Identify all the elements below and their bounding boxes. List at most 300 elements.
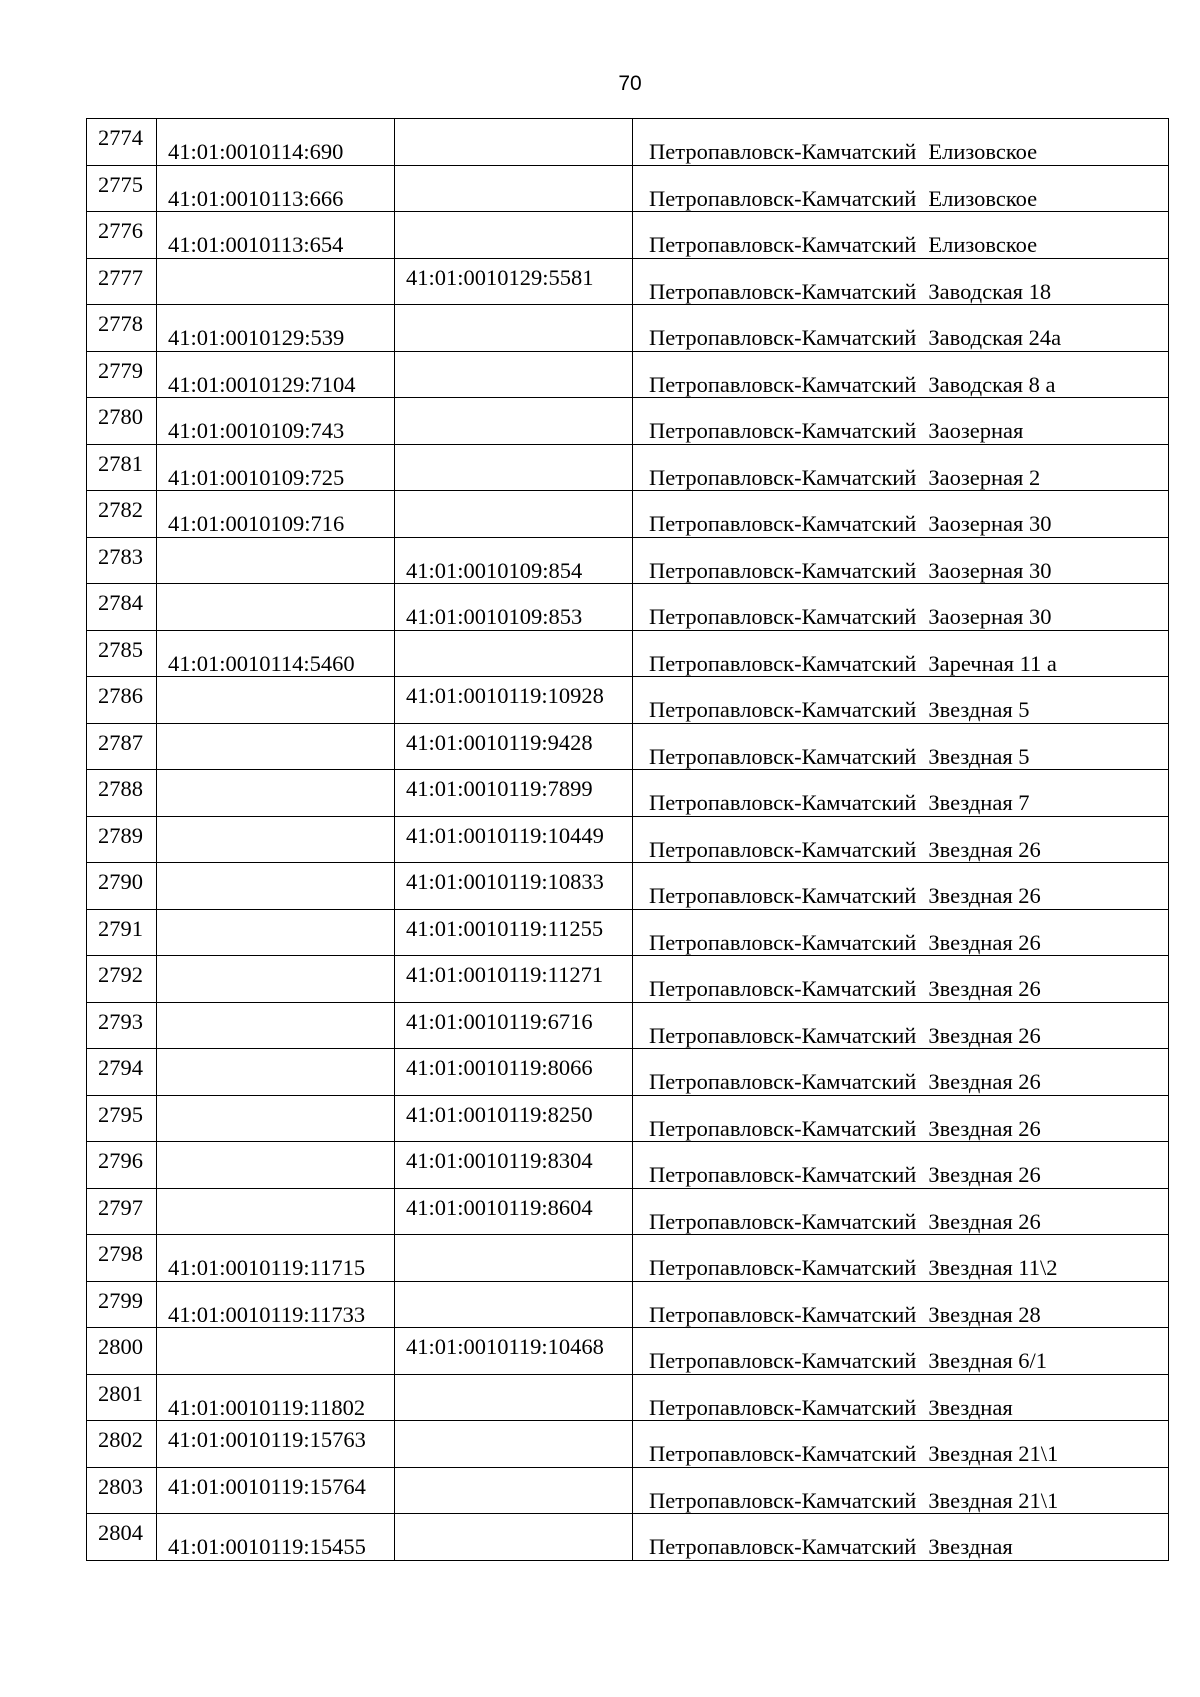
registry-table bbox=[86, 118, 1169, 1561]
row-number-cell bbox=[87, 258, 157, 305]
row-number-cell bbox=[87, 1421, 157, 1468]
cadastral-number-a-cell bbox=[157, 909, 395, 956]
cadastral-number-a-cell bbox=[157, 677, 395, 724]
row-number: 2797 bbox=[98, 1194, 143, 1220]
row-number: 2790 bbox=[98, 869, 143, 894]
address-city: Петропавловск-Камчатский bbox=[649, 1208, 917, 1234]
address-street: Заводская 24а bbox=[928, 325, 1062, 350]
row-number: 2787 bbox=[98, 729, 143, 755]
cadastral-number-b-cell bbox=[395, 491, 633, 538]
cadastral-number-a-cell bbox=[157, 770, 395, 817]
row-number: 2784 bbox=[98, 590, 143, 615]
address-city: Петропавловск-Камчатский bbox=[649, 278, 917, 304]
address-text bbox=[649, 1350, 1047, 1373]
cadastral-number-a-cell bbox=[157, 1467, 395, 1514]
address-text bbox=[649, 1394, 1013, 1420]
row-number: 2789 bbox=[98, 822, 143, 848]
row-number: 2780 bbox=[98, 404, 143, 429]
address-street: Елизовское bbox=[928, 232, 1038, 257]
row-number-cell bbox=[87, 584, 157, 631]
address-cell bbox=[633, 1281, 1169, 1328]
address-cell bbox=[633, 398, 1169, 445]
table-row bbox=[87, 909, 1169, 956]
address-cell bbox=[633, 1421, 1169, 1468]
table-row bbox=[87, 165, 1169, 212]
cadastral-number-a-cell bbox=[157, 1328, 395, 1375]
table-row bbox=[87, 956, 1169, 1003]
address-street: Заозерная 30 bbox=[928, 511, 1052, 536]
cadastral-number-a: 41:01:0010109:743 bbox=[168, 418, 345, 443]
table-row bbox=[87, 1095, 1169, 1142]
address-cell bbox=[633, 1328, 1169, 1375]
cadastral-number-b: 41:01:0010119:6716 bbox=[406, 1008, 593, 1034]
address-street: Звездная 6/1 bbox=[928, 1348, 1048, 1373]
address-text bbox=[649, 278, 1052, 304]
row-number-cell bbox=[87, 677, 157, 724]
address-city: Петропавловск-Камчатский bbox=[649, 604, 917, 629]
table-row bbox=[87, 119, 1169, 166]
row-number-cell bbox=[87, 1514, 157, 1561]
address-text bbox=[649, 1301, 1041, 1327]
cadastral-number-b-cell bbox=[395, 119, 633, 166]
address-text bbox=[649, 464, 1041, 490]
table-row bbox=[87, 1235, 1169, 1282]
address-street: Заозерная 2 bbox=[928, 464, 1041, 490]
cadastral-number-b: 41:01:0010119:10449 bbox=[406, 822, 604, 848]
cadastral-number-b-cell bbox=[395, 351, 633, 398]
address-cell bbox=[633, 1235, 1169, 1282]
address-text bbox=[649, 606, 1051, 629]
address-text bbox=[649, 929, 1041, 955]
address-cell bbox=[633, 909, 1169, 956]
cadastral-number-b-cell bbox=[395, 537, 633, 584]
cadastral-number-a-cell bbox=[157, 1374, 395, 1421]
cadastral-number-b: 41:01:0010119:11271 bbox=[406, 962, 604, 987]
row-number: 2779 bbox=[98, 357, 143, 383]
cadastral-number-a-cell bbox=[157, 630, 395, 677]
table-row bbox=[87, 444, 1169, 491]
cadastral-number-a-cell bbox=[157, 1095, 395, 1142]
cadastral-number-a-cell bbox=[157, 956, 395, 1003]
cadastral-number-b-cell bbox=[395, 863, 633, 910]
row-number-cell bbox=[87, 165, 157, 212]
cadastral-number-a: 41:01:0010119:15764 bbox=[168, 1473, 366, 1499]
row-number-cell bbox=[87, 444, 157, 491]
row-number-cell bbox=[87, 491, 157, 538]
address-street: Звездная bbox=[928, 1394, 1013, 1420]
address-cell bbox=[633, 258, 1169, 305]
address-text bbox=[649, 1115, 1041, 1141]
address-text bbox=[649, 743, 1030, 769]
address-cell bbox=[633, 1374, 1169, 1421]
address-city: Петропавловск-Камчатский bbox=[649, 371, 917, 397]
address-text bbox=[649, 1257, 1057, 1280]
cadastral-number-b-cell bbox=[395, 909, 633, 956]
address-city: Петропавловск-Камчатский bbox=[649, 1255, 917, 1280]
cadastral-number-b: 41:01:0010129:5581 bbox=[406, 264, 594, 290]
address-city: Петропавловск-Камчатский bbox=[649, 1301, 917, 1327]
address-street: Звездная 26 bbox=[928, 1162, 1041, 1187]
cadastral-number-b: 41:01:0010119:10928 bbox=[406, 683, 604, 708]
row-number: 2796 bbox=[98, 1148, 143, 1173]
address-text bbox=[649, 1536, 1013, 1559]
address-city: Петропавловск-Камчатский bbox=[649, 511, 917, 536]
address-cell bbox=[633, 491, 1169, 538]
row-number-cell bbox=[87, 1188, 157, 1235]
table-row bbox=[87, 770, 1169, 817]
table-row bbox=[87, 305, 1169, 352]
row-number: 2804 bbox=[98, 1520, 143, 1545]
address-text bbox=[649, 699, 1030, 722]
address-text bbox=[649, 327, 1061, 350]
address-cell bbox=[633, 1002, 1169, 1049]
address-street: Заводская 18 bbox=[928, 278, 1052, 304]
row-number-cell bbox=[87, 770, 157, 817]
table-row bbox=[87, 1467, 1169, 1514]
address-cell bbox=[633, 119, 1169, 166]
table-row bbox=[87, 677, 1169, 724]
row-number: 2795 bbox=[98, 1101, 143, 1127]
address-city: Петропавловск-Камчатский bbox=[649, 883, 917, 908]
address-street: Звездная 26 bbox=[928, 1069, 1041, 1094]
cadastral-number-b-cell bbox=[395, 1049, 633, 1096]
table-row bbox=[87, 1002, 1169, 1049]
address-cell bbox=[633, 537, 1169, 584]
table-row bbox=[87, 1328, 1169, 1375]
row-number: 2793 bbox=[98, 1008, 143, 1034]
address-cell bbox=[633, 770, 1169, 817]
cadastral-number-a-cell bbox=[157, 212, 395, 259]
row-number: 2802 bbox=[98, 1427, 143, 1452]
address-street: Заозерная bbox=[928, 418, 1024, 443]
registry-table-body bbox=[87, 119, 1169, 1561]
address-city: Петропавловск-Камчатский bbox=[649, 1115, 917, 1141]
row-number: 2800 bbox=[98, 1334, 143, 1359]
address-text bbox=[649, 185, 1038, 211]
cadastral-number-b-cell bbox=[395, 305, 633, 352]
address-street: Звездная 7 bbox=[928, 790, 1030, 815]
row-number-cell bbox=[87, 1235, 157, 1282]
cadastral-number-b-cell bbox=[395, 1421, 633, 1468]
row-number: 2798 bbox=[98, 1241, 143, 1266]
address-street: Звездная 21\1 bbox=[928, 1487, 1059, 1513]
row-number: 2794 bbox=[98, 1055, 143, 1080]
address-street: Звездная 21\1 bbox=[928, 1441, 1059, 1466]
cadastral-number-b-cell bbox=[395, 165, 633, 212]
address-text bbox=[649, 836, 1041, 862]
row-number-cell bbox=[87, 956, 157, 1003]
address-street: Звездная 26 bbox=[928, 836, 1041, 862]
row-number: 2775 bbox=[98, 171, 143, 197]
cadastral-number-b: 41:01:0010119:8066 bbox=[406, 1055, 593, 1080]
address-text bbox=[649, 1164, 1041, 1187]
row-number: 2785 bbox=[98, 636, 143, 662]
row-number-cell bbox=[87, 305, 157, 352]
cadastral-number-a-cell bbox=[157, 723, 395, 770]
cadastral-number-a: 41:01:0010109:725 bbox=[168, 464, 345, 490]
cadastral-number-a-cell bbox=[157, 1514, 395, 1561]
address-text bbox=[649, 557, 1052, 583]
address-text bbox=[649, 1022, 1041, 1048]
address-street: Заречная 11 а bbox=[928, 650, 1057, 676]
address-city: Петропавловск-Камчатский bbox=[649, 1534, 917, 1559]
cadastral-number-a-cell bbox=[157, 584, 395, 631]
address-cell bbox=[633, 1514, 1169, 1561]
address-street: Звездная 5 bbox=[928, 697, 1030, 722]
table-row bbox=[87, 863, 1169, 910]
row-number: 2799 bbox=[98, 1287, 143, 1313]
address-city: Петропавловск-Камчатский bbox=[649, 557, 917, 583]
address-cell bbox=[633, 584, 1169, 631]
address-cell bbox=[633, 1095, 1169, 1142]
address-street: Звездная 26 bbox=[928, 883, 1041, 908]
address-street: Звездная 26 bbox=[928, 929, 1041, 955]
cadastral-number-b-cell bbox=[395, 1095, 633, 1142]
address-city: Петропавловск-Камчатский bbox=[649, 418, 917, 443]
cadastral-number-a-cell bbox=[157, 351, 395, 398]
cadastral-number-a-cell bbox=[157, 1421, 395, 1468]
row-number-cell bbox=[87, 1049, 157, 1096]
address-city: Петропавловск-Камчатский bbox=[649, 464, 917, 490]
row-number: 2786 bbox=[98, 683, 143, 708]
address-street: Звездная 28 bbox=[928, 1301, 1041, 1327]
cadastral-number-b: 41:01:0010119:9428 bbox=[406, 729, 593, 755]
address-street: Елизовское bbox=[928, 139, 1038, 164]
address-text bbox=[649, 234, 1037, 257]
cadastral-number-b-cell bbox=[395, 1142, 633, 1189]
address-city: Петропавловск-Камчатский bbox=[649, 232, 917, 257]
address-text bbox=[649, 1487, 1059, 1513]
address-city: Петропавловск-Камчатский bbox=[649, 1487, 917, 1513]
address-city: Петропавловск-Камчатский bbox=[649, 1348, 917, 1373]
cadastral-number-b-cell bbox=[395, 212, 633, 259]
address-cell bbox=[633, 1467, 1169, 1514]
row-number: 2782 bbox=[98, 497, 143, 522]
table-row bbox=[87, 1421, 1169, 1468]
cadastral-number-a-cell bbox=[157, 398, 395, 445]
row-number-cell bbox=[87, 1142, 157, 1189]
row-number: 2776 bbox=[98, 218, 143, 243]
cadastral-number-a-cell bbox=[157, 816, 395, 863]
cadastral-number-b-cell bbox=[395, 398, 633, 445]
cadastral-number-a-cell bbox=[157, 305, 395, 352]
cadastral-number-a: 41:01:0010114:5460 bbox=[168, 650, 355, 676]
row-number-cell bbox=[87, 1328, 157, 1375]
cadastral-number-b: 41:01:0010119:10468 bbox=[406, 1334, 604, 1359]
address-cell bbox=[633, 351, 1169, 398]
address-street: Звездная 5 bbox=[928, 743, 1030, 769]
cadastral-number-a-cell bbox=[157, 1049, 395, 1096]
row-number-cell bbox=[87, 1002, 157, 1049]
cadastral-number-a-cell bbox=[157, 1142, 395, 1189]
address-city: Петропавловск-Камчатский bbox=[649, 836, 917, 862]
cadastral-number-b: 41:01:0010119:8250 bbox=[406, 1101, 593, 1127]
row-number: 2788 bbox=[98, 776, 143, 801]
address-street: Звездная 26 bbox=[928, 1022, 1041, 1048]
row-number: 2781 bbox=[98, 450, 143, 476]
row-number: 2778 bbox=[98, 311, 143, 336]
page-number: 70 bbox=[618, 72, 642, 95]
cadastral-number-a: 41:01:0010129:539 bbox=[168, 325, 345, 350]
cadastral-number-a: 41:01:0010119:15763 bbox=[168, 1427, 366, 1452]
cadastral-number-b-cell bbox=[395, 584, 633, 631]
cadastral-number-b-cell bbox=[395, 723, 633, 770]
cadastral-number-b-cell bbox=[395, 1002, 633, 1049]
address-text bbox=[649, 885, 1041, 908]
cadastral-number-a: 41:01:0010119:11733 bbox=[168, 1301, 366, 1327]
cadastral-number-b: 41:01:0010119:11255 bbox=[406, 915, 604, 941]
address-city: Петропавловск-Камчатский bbox=[649, 1394, 917, 1420]
row-number: 2774 bbox=[98, 125, 143, 150]
row-number-cell bbox=[87, 630, 157, 677]
cadastral-number-b: 41:01:0010109:854 bbox=[406, 557, 583, 583]
address-cell bbox=[633, 1142, 1169, 1189]
cadastral-number-a-cell bbox=[157, 1235, 395, 1282]
table-row bbox=[87, 584, 1169, 631]
address-street: Звездная 26 bbox=[928, 1208, 1041, 1234]
address-street: Елизовское bbox=[928, 185, 1038, 211]
address-cell bbox=[633, 1049, 1169, 1096]
cadastral-number-b-cell bbox=[395, 677, 633, 724]
address-text bbox=[649, 650, 1057, 676]
table-row bbox=[87, 258, 1169, 305]
address-city: Петропавловск-Камчатский bbox=[649, 185, 917, 211]
row-number-cell bbox=[87, 398, 157, 445]
row-number-cell bbox=[87, 119, 157, 166]
table-row bbox=[87, 1514, 1169, 1561]
address-text bbox=[649, 1208, 1041, 1234]
address-street: Заводская 8 а bbox=[928, 371, 1056, 397]
cadastral-number-a-cell bbox=[157, 537, 395, 584]
address-cell bbox=[633, 816, 1169, 863]
address-street: Звездная 26 bbox=[928, 1115, 1041, 1141]
address-city: Петропавловск-Камчатский bbox=[649, 325, 917, 350]
address-street: Заозерная 30 bbox=[928, 604, 1052, 629]
address-text bbox=[649, 1443, 1058, 1466]
row-number-cell bbox=[87, 1095, 157, 1142]
address-city: Петропавловск-Камчатский bbox=[649, 976, 917, 1001]
cadastral-number-b: 41:01:0010119:10833 bbox=[406, 869, 604, 894]
address-cell bbox=[633, 305, 1169, 352]
cadastral-number-a-cell bbox=[157, 863, 395, 910]
row-number-cell bbox=[87, 1374, 157, 1421]
cadastral-number-b-cell bbox=[395, 770, 633, 817]
cadastral-number-a: 41:01:0010114:690 bbox=[168, 139, 344, 164]
cadastral-number-a: 41:01:0010113:666 bbox=[168, 185, 344, 211]
table-row bbox=[87, 398, 1169, 445]
row-number: 2783 bbox=[98, 543, 143, 569]
address-city: Петропавловск-Камчатский bbox=[649, 650, 917, 676]
row-number: 2803 bbox=[98, 1473, 143, 1499]
cadastral-number-a-cell bbox=[157, 491, 395, 538]
row-number-cell bbox=[87, 1281, 157, 1328]
address-text bbox=[649, 792, 1030, 815]
cadastral-number-b-cell bbox=[395, 1188, 633, 1235]
cadastral-number-a: 41:01:0010119:15455 bbox=[168, 1534, 366, 1559]
address-text bbox=[649, 420, 1023, 443]
address-city: Петропавловск-Камчатский bbox=[649, 790, 917, 815]
address-cell bbox=[633, 863, 1169, 910]
table-row bbox=[87, 351, 1169, 398]
cadastral-number-a-cell bbox=[157, 1002, 395, 1049]
address-text bbox=[649, 513, 1051, 536]
cadastral-number-a: 41:01:0010129:7104 bbox=[168, 371, 356, 397]
table-row bbox=[87, 491, 1169, 538]
address-city: Петропавловск-Камчатский bbox=[649, 1441, 917, 1466]
address-cell bbox=[633, 630, 1169, 677]
row-number-cell bbox=[87, 909, 157, 956]
cadastral-number-a-cell bbox=[157, 1281, 395, 1328]
cadastral-number-b-cell bbox=[395, 630, 633, 677]
table-row bbox=[87, 723, 1169, 770]
cadastral-number-b: 41:01:0010119:8604 bbox=[406, 1194, 593, 1220]
cadastral-number-b-cell bbox=[395, 1328, 633, 1375]
address-street: Звездная 26 bbox=[928, 976, 1041, 1001]
row-number: 2801 bbox=[98, 1380, 143, 1406]
address-cell bbox=[633, 444, 1169, 491]
cadastral-number-b-cell bbox=[395, 1281, 633, 1328]
row-number-cell bbox=[87, 351, 157, 398]
cadastral-number-a-cell bbox=[157, 119, 395, 166]
row-number-cell bbox=[87, 1467, 157, 1514]
address-cell bbox=[633, 677, 1169, 724]
table-row bbox=[87, 212, 1169, 259]
address-city: Петропавловск-Камчатский bbox=[649, 929, 917, 955]
cadastral-number-b: 41:01:0010119:8304 bbox=[406, 1148, 593, 1173]
address-city: Петропавловск-Камчатский bbox=[649, 1069, 917, 1094]
address-cell bbox=[633, 165, 1169, 212]
cadastral-number-b-cell bbox=[395, 444, 633, 491]
address-cell bbox=[633, 1188, 1169, 1235]
cadastral-number-b-cell bbox=[395, 1235, 633, 1282]
cadastral-number-b-cell bbox=[395, 816, 633, 863]
row-number-cell bbox=[87, 816, 157, 863]
cadastral-number-b-cell bbox=[395, 1374, 633, 1421]
cadastral-number-a: 41:01:0010119:11802 bbox=[168, 1394, 366, 1420]
table-row bbox=[87, 630, 1169, 677]
cadastral-number-b-cell bbox=[395, 258, 633, 305]
address-city: Петропавловск-Камчатский bbox=[649, 743, 917, 769]
address-cell bbox=[633, 956, 1169, 1003]
table-row bbox=[87, 1281, 1169, 1328]
cadastral-number-b: 41:01:0010109:853 bbox=[406, 604, 583, 629]
address-city: Петропавловск-Камчатский bbox=[649, 697, 917, 722]
cadastral-number-b: 41:01:0010119:7899 bbox=[406, 776, 593, 801]
cadastral-number-a: 41:01:0010119:11715 bbox=[168, 1255, 366, 1280]
table-row bbox=[87, 537, 1169, 584]
address-text bbox=[649, 1071, 1041, 1094]
cadastral-number-a-cell bbox=[157, 444, 395, 491]
table-row bbox=[87, 1374, 1169, 1421]
table-row bbox=[87, 1049, 1169, 1096]
table-row bbox=[87, 816, 1169, 863]
address-street: Заозерная 30 bbox=[928, 557, 1052, 583]
cadastral-number-a-cell bbox=[157, 258, 395, 305]
row-number: 2791 bbox=[98, 915, 143, 941]
address-cell bbox=[633, 212, 1169, 259]
address-text bbox=[649, 978, 1041, 1001]
address-street: Звездная 11\2 bbox=[928, 1255, 1058, 1280]
cadastral-number-a-cell bbox=[157, 165, 395, 212]
address-text bbox=[649, 371, 1056, 397]
table-row bbox=[87, 1188, 1169, 1235]
row-number-cell bbox=[87, 723, 157, 770]
cadastral-number-b-cell bbox=[395, 956, 633, 1003]
address-text bbox=[649, 141, 1037, 164]
address-street: Звездная bbox=[928, 1534, 1013, 1559]
address-city: Петропавловск-Камчатский bbox=[649, 1162, 917, 1187]
row-number-cell bbox=[87, 863, 157, 910]
